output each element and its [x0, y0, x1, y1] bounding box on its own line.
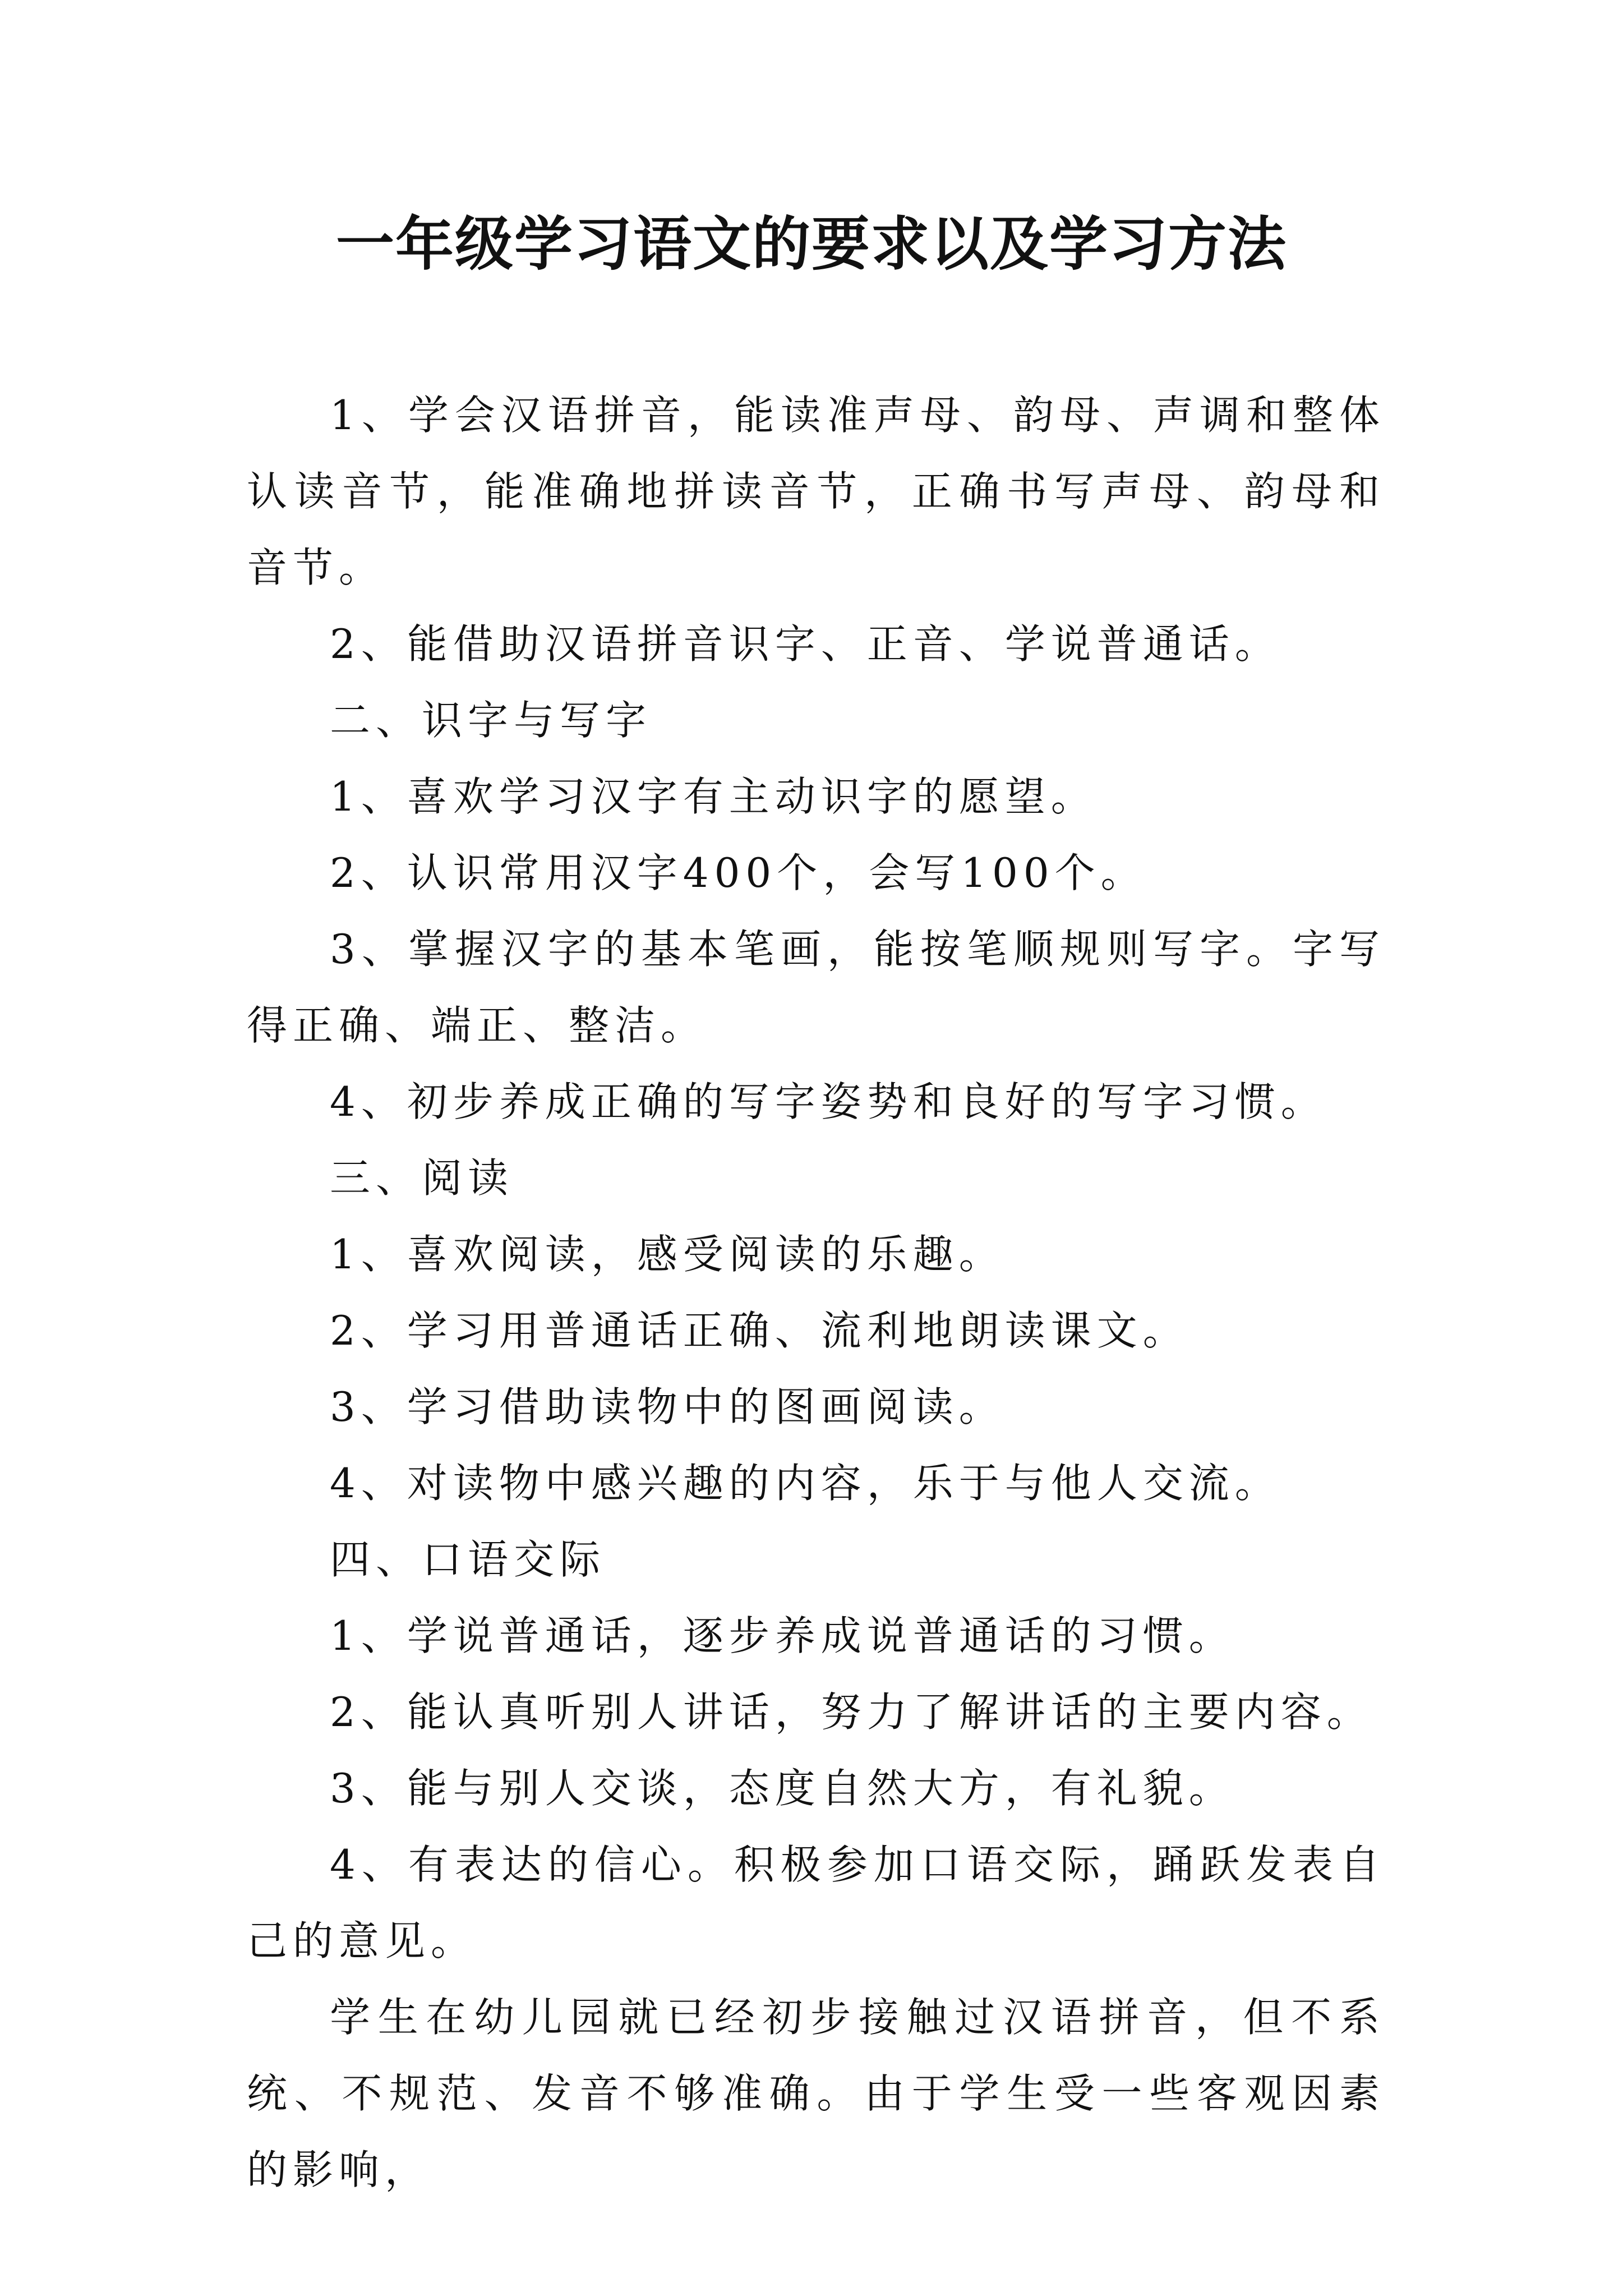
- paragraph: 3、学习借助读物中的图画阅读。: [330, 1383, 1005, 1430]
- paragraph: 1、学会汉语拼音，能读准声母、韵母、声调和整体认读音节，能准确地拼读音节，正确书写声母、韵母和音节。: [247, 392, 1385, 591]
- paragraph: 3、能与别人交谈，态度自然大方，有礼貌。: [330, 1765, 1235, 1812]
- paragraph: 1、喜欢阅读，感受阅读的乐趣。: [330, 1231, 1005, 1278]
- paragraph: 2、能认真听别人讲话，努力了解讲话的主要内容。: [330, 1688, 1373, 1736]
- section-heading: 二、识字与写字: [330, 697, 652, 744]
- paragraph: 学生在幼儿园就已经初步接触过汉语拼音，但不系统、不规范、发音不够准确。由于学生受一些客观因素的影响，: [247, 1994, 1385, 2193]
- paragraph: 2、学习用普通话正确、流利地朗读课文。: [330, 1307, 1189, 1354]
- paragraph: 1、学说普通话，逐步养成说普通话的习惯。: [330, 1612, 1235, 1659]
- paragraph: 1、喜欢学习汉字有主动识字的愿望。: [330, 773, 1097, 820]
- paragraph: 2、认识常用汉字400个，会写100个。: [330, 849, 1147, 896]
- document-body: [247, 377, 1385, 2208]
- paragraph: 4、对读物中感兴趣的内容，乐于与他人交流。: [330, 1460, 1281, 1507]
- document-title: 一年级学习语文的要求以及学习方法: [335, 209, 1287, 278]
- section-heading: 四、口语交际: [330, 1536, 606, 1583]
- paragraph: 4、初步养成正确的写字姿势和良好的写字习惯。: [330, 1078, 1327, 1125]
- paragraph: 4、有表达的信心。积极参加口语交际，踊跃发表自己的意见。: [247, 1841, 1385, 1964]
- paragraph: 3、掌握汉字的基本笔画，能按笔顺规则写字。字写得正确、端正、整洁。: [247, 926, 1385, 1049]
- paragraph: 2、能借助汉语拼音识字、正音、学说普通话。: [330, 620, 1281, 668]
- section-heading: 三、阅读: [330, 1154, 514, 1202]
